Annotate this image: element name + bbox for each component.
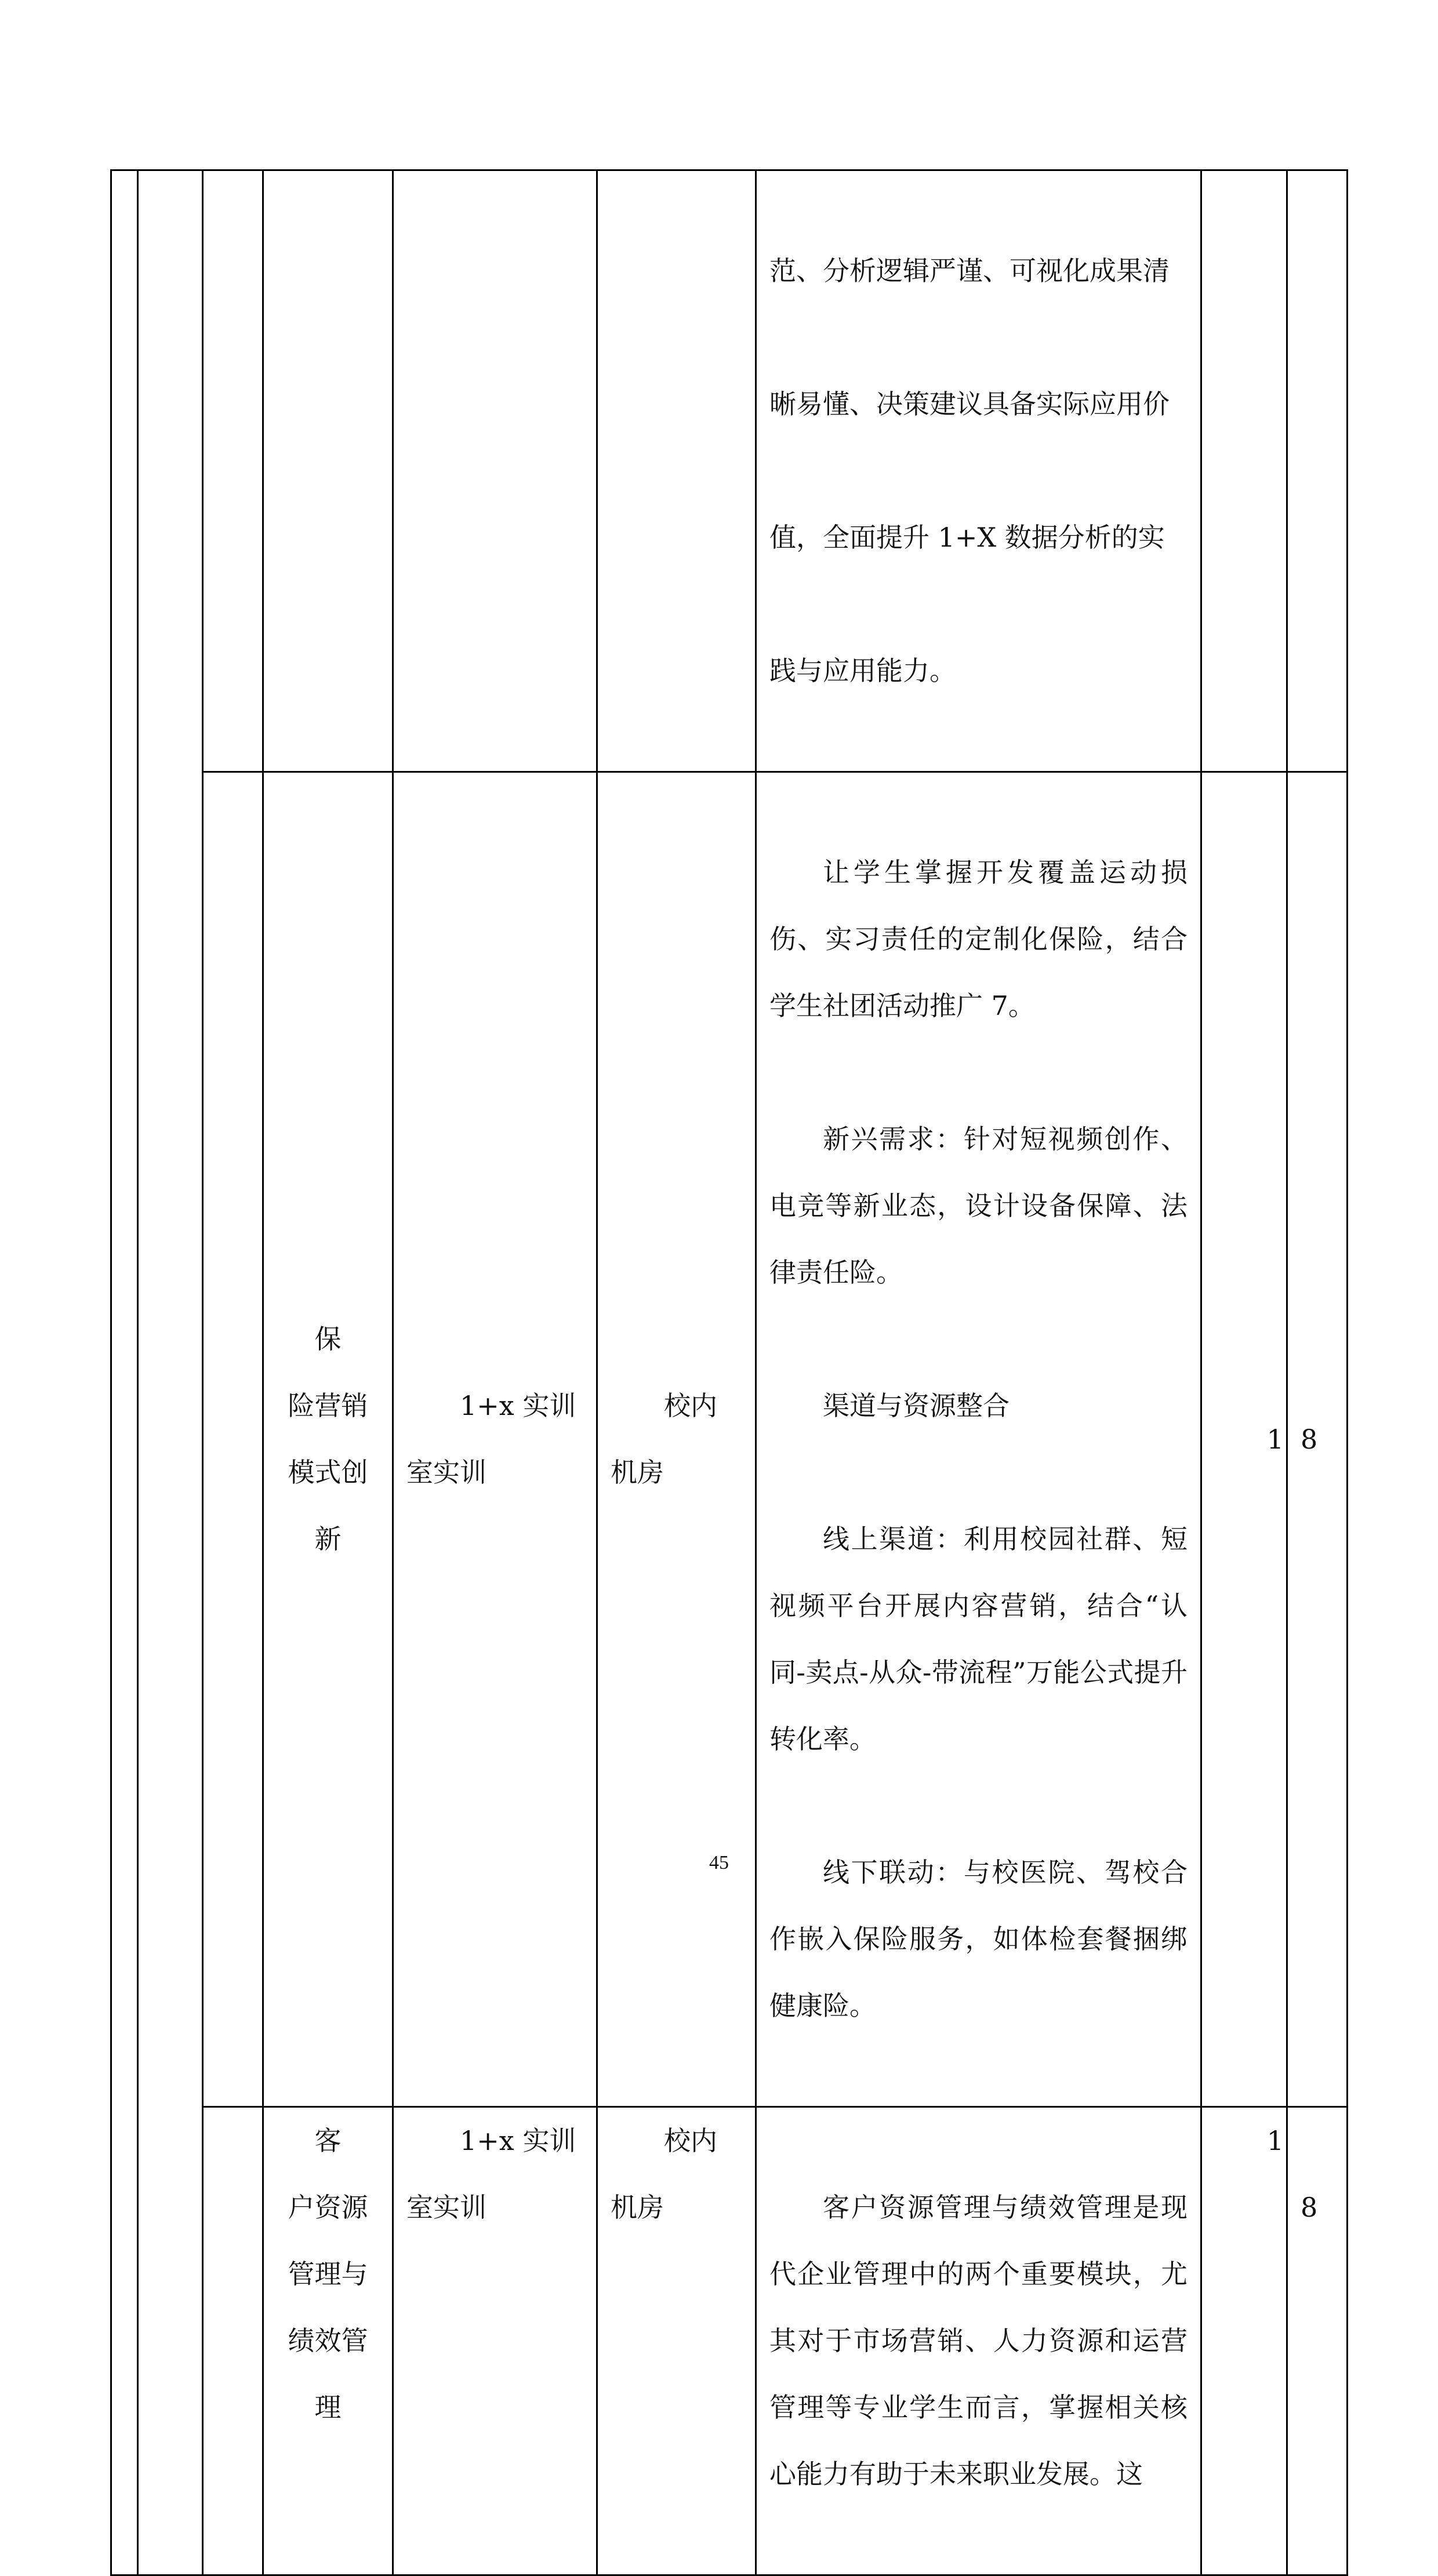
training-type: 1+x 实训 室实训: [406, 2125, 576, 2223]
credit-value: 1: [1266, 1423, 1284, 1455]
course-name: 客 户资源 管理与 绩效管 理: [288, 2125, 368, 2423]
location-cell: [597, 772, 756, 2107]
index-cell: [203, 170, 263, 772]
credit-cell: [1201, 170, 1287, 772]
training-type-cell: [393, 2107, 597, 2575]
description-line: 晰易懂、决策建议具备实际应用价: [769, 388, 1170, 420]
description-paragraph: 线上渠道：利用校园社群、短视频平台开展内容营销，结合“认同-卖点-从众-带流程”万能公式提升转化率。: [769, 1523, 1188, 1755]
credit-value: 1: [1266, 2125, 1284, 2156]
page-number: 45: [709, 1852, 729, 1873]
category-cell: [138, 170, 203, 2575]
description-line: 值，全面提升 1+X 数据分析的实: [769, 522, 1165, 553]
location: 校内 机房: [611, 1390, 717, 1488]
description-paragraph: 让学生掌握开发覆盖运动损伤、实习责任的定制化保险，结合学生社团活动推广 7。: [769, 857, 1188, 1021]
hours-cell: [1287, 2107, 1348, 2575]
course-name: 保 险营销 模式创 新: [288, 1323, 368, 1555]
table-row: [111, 170, 1348, 772]
description-cell: [756, 772, 1201, 2107]
credit-cell: [1201, 772, 1287, 2107]
table-row: [111, 772, 1348, 2107]
hours-value: 8: [1301, 2192, 1318, 2223]
hours-value: 8: [1301, 1423, 1318, 1455]
description-paragraph: 线下联动：与校医院、驾校合作嵌入保险服务，如体检套餐捆绑健康险。: [769, 1857, 1188, 2021]
description-paragraph: 新兴需求：针对短视频创作、电竞等新业态，设计设备保障、法律责任险。: [769, 1123, 1188, 1288]
training-type-cell: [393, 772, 597, 2107]
description-line: 范、分析逻辑严谨、可视化成果清: [769, 255, 1170, 286]
location-cell: [597, 170, 756, 772]
description-paragraph: 客户资源管理与绩效管理是现代企业管理中的两个重要模块，尤其对于市场营销、人力资源和运营管理等专业学生而言，掌握相关核心能力有助于未来职业发展。这: [769, 2192, 1188, 2490]
hours-cell: [1287, 772, 1348, 2107]
course-name-cell: [263, 170, 393, 772]
training-type: 1+x 实训 室实训: [406, 1390, 576, 1488]
course-table: [110, 169, 1348, 2576]
description-line: 践与应用能力。: [769, 655, 956, 686]
hours-cell: [1287, 170, 1348, 772]
index-cell: [203, 2107, 263, 2575]
description-paragraph: 渠道与资源整合: [823, 1390, 1009, 1421]
training-type-cell: [393, 170, 597, 772]
description-cell: [756, 170, 1201, 772]
description-cell: [756, 2107, 1201, 2575]
location-cell: [597, 2107, 756, 2575]
credit-cell: [1201, 2107, 1287, 2575]
index-cell: [203, 772, 263, 2107]
outer-category-cell: [111, 170, 138, 2575]
location: 校内 机房: [611, 2125, 717, 2223]
course-name-cell: [263, 772, 393, 2107]
table-row: [111, 2107, 1348, 2575]
course-name-cell: [263, 2107, 393, 2575]
